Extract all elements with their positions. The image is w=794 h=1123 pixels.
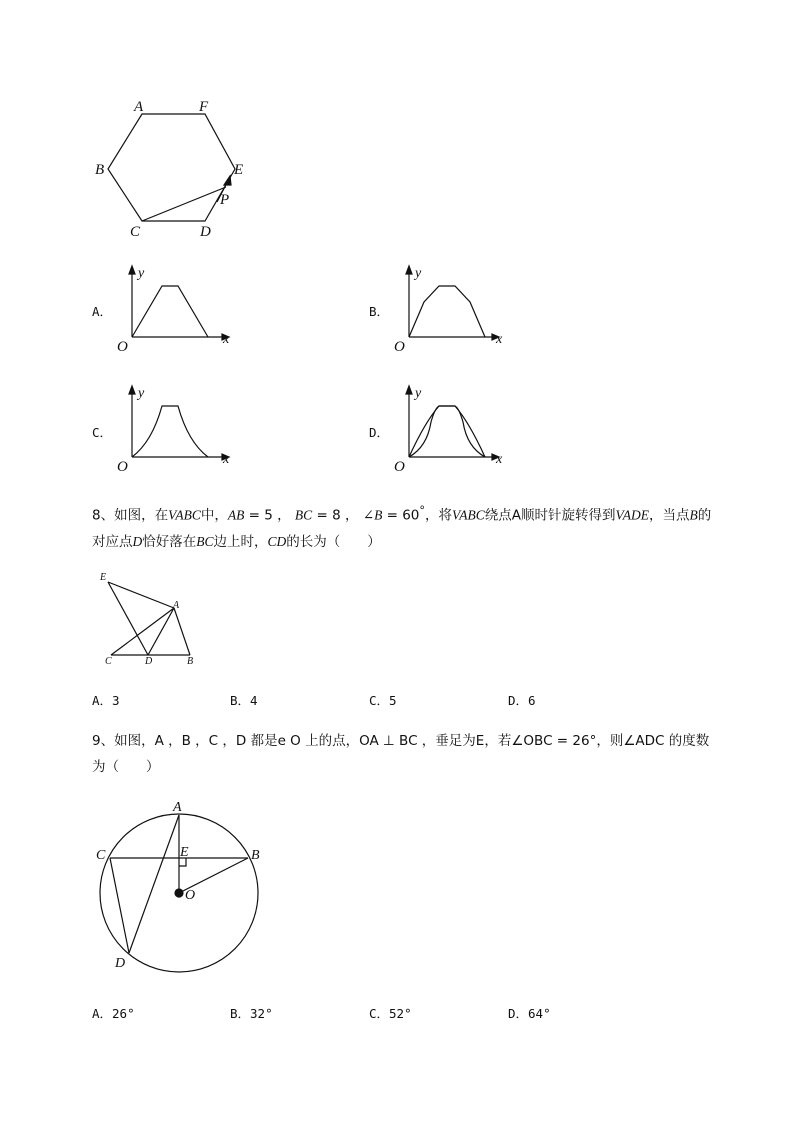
label-c: C <box>130 224 141 240</box>
q8-choice-c[interactable]: C．5 <box>369 693 397 708</box>
segment-cp <box>142 187 226 221</box>
origin-label: O <box>117 459 128 475</box>
question-9-line-1 <box>92 728 752 754</box>
segment-ca <box>111 608 174 655</box>
label-c: C <box>96 848 106 863</box>
x-label: x <box>496 332 503 347</box>
y-label: y <box>415 266 422 281</box>
stem-text: = 8 ， <box>312 507 363 524</box>
option-d-label: D． <box>369 425 390 440</box>
math-text: BC <box>196 533 214 549</box>
label-e: E <box>180 845 189 860</box>
label-d: D <box>115 956 126 971</box>
stem-text: 中， <box>200 507 228 524</box>
graph-option-c <box>110 382 240 477</box>
curve-2 <box>409 406 485 457</box>
label-a: A <box>173 600 180 611</box>
y-label: y <box>415 386 422 401</box>
stem-text: ，当点 <box>649 507 690 524</box>
math-text: D <box>132 533 143 549</box>
stem-text: 如图，A ，B ，C ，D 都是e O 上的点，OA ⊥ BC ，垂足为E，若∠OBC = 26°，则∠ADC 的度数 <box>114 733 710 749</box>
math-text: CD <box>267 533 287 549</box>
question-8-line-1 <box>92 498 752 529</box>
stem-text: 对应点 <box>92 533 133 550</box>
segment-ba <box>174 608 190 655</box>
stem-text: = 5 ， <box>244 507 295 524</box>
segment-cd <box>110 858 129 953</box>
q8-choice-b[interactable]: B．4 <box>230 693 258 708</box>
label-e: E <box>234 162 244 178</box>
stem-text: 的 <box>697 507 712 524</box>
y-arrow <box>406 386 412 394</box>
q8-choice-a[interactable]: A．3 <box>92 693 120 708</box>
question-number: 9、 <box>92 733 115 749</box>
question-9-figure <box>86 795 276 980</box>
y-label: y <box>138 386 145 401</box>
stem-text: 为（ ） <box>92 759 160 775</box>
label-a: A <box>173 800 182 815</box>
math-text: B <box>689 507 698 523</box>
segment-da <box>148 608 174 655</box>
segment-ad <box>129 815 179 953</box>
label-b: B <box>95 162 105 178</box>
label-d: D <box>200 224 211 240</box>
x-label: x <box>223 452 230 467</box>
curve <box>409 286 485 337</box>
x-label: x <box>223 332 230 347</box>
origin-label: O <box>117 339 128 355</box>
option-a-label: A． <box>92 304 113 319</box>
math-text: VADE <box>615 507 650 523</box>
math-text: BC <box>294 507 313 523</box>
x-label: x <box>496 452 503 467</box>
label-d: D <box>145 656 153 667</box>
q8-choice-d[interactable]: D．6 <box>508 693 536 708</box>
math-text: ∠B <box>362 507 383 523</box>
stem-text: ，将 <box>425 507 453 524</box>
label-o: O <box>185 888 196 903</box>
math-text: VABC <box>452 507 485 523</box>
degree-sign: ° <box>419 504 426 517</box>
hexagon-shape <box>108 114 235 221</box>
y-arrow <box>406 266 412 274</box>
label-p: P <box>220 192 230 208</box>
origin-label: O <box>394 459 405 475</box>
segment-ed <box>108 582 148 655</box>
q9-choice-b[interactable]: B．32° <box>230 1006 273 1021</box>
math-text: VABC <box>168 507 201 523</box>
y-arrow <box>129 266 135 274</box>
question-9-stem <box>92 728 752 780</box>
y-label: y <box>138 266 145 281</box>
math-text: AB <box>227 507 245 523</box>
stem-text: 绕点A顺时针旋转得到 <box>484 507 616 524</box>
stem-text: 恰好落在 <box>142 533 197 550</box>
question-8-figure <box>96 568 206 666</box>
stem-text: 边上时， <box>213 533 268 550</box>
stem-text: = 60 <box>382 507 420 524</box>
q9-choice-a[interactable]: A．26° <box>92 1006 135 1021</box>
label-c: C <box>105 656 112 667</box>
segment-ea <box>108 582 174 608</box>
curve <box>132 406 208 457</box>
question-8-line-2 <box>92 529 752 555</box>
label-b: B <box>251 848 260 863</box>
option-b-label: B． <box>369 304 390 319</box>
graph-option-a <box>110 262 240 357</box>
y-arrow <box>129 386 135 394</box>
arrow-head <box>224 176 231 185</box>
question-8-stem <box>92 498 752 555</box>
curve-1 <box>409 406 485 457</box>
stem-text: 如图，在 <box>114 507 169 524</box>
stem-text: 的长为（ ） <box>286 533 381 550</box>
label-e: E <box>100 572 107 583</box>
curve <box>132 286 208 337</box>
question-number: 8、 <box>92 507 115 524</box>
origin-label: O <box>394 339 405 355</box>
label-a: A <box>134 99 144 115</box>
center-point <box>175 889 183 897</box>
hexagon-figure <box>90 92 260 242</box>
label-f: F <box>199 99 209 115</box>
q9-choice-d[interactable]: D．64° <box>508 1006 551 1021</box>
graph-option-b <box>387 262 517 357</box>
label-b: B <box>187 656 194 667</box>
option-c-label: C． <box>92 425 113 440</box>
q9-choice-c[interactable]: C．52° <box>369 1006 412 1021</box>
question-9-line-2 <box>92 754 752 780</box>
graph-option-d <box>387 382 517 477</box>
